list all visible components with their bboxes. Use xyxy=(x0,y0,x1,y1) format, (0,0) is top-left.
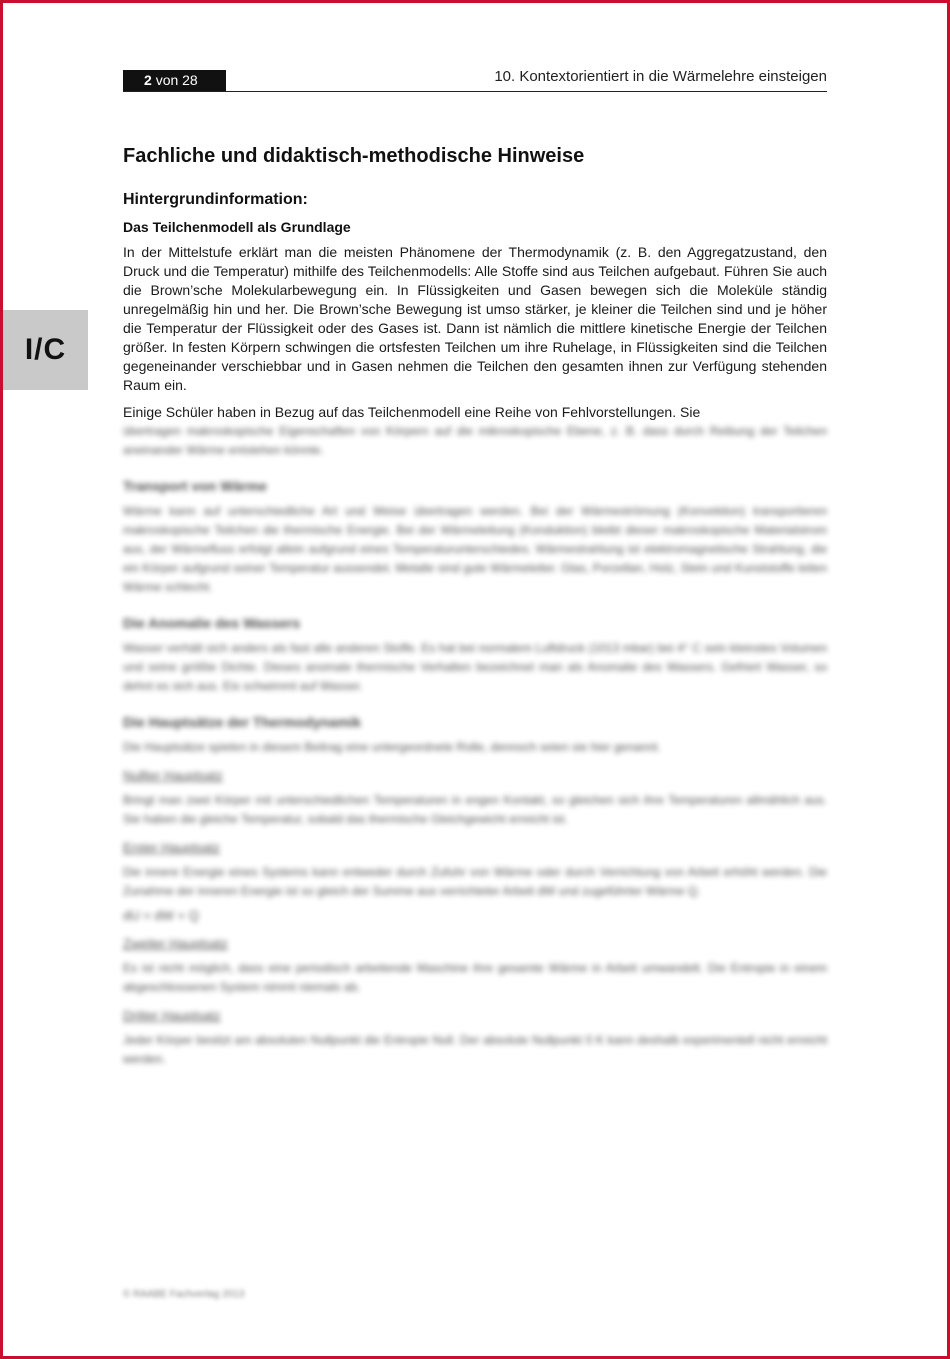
header-title: 10. Kontextorientiert in die Wärmelehre einsteigen xyxy=(494,68,827,85)
body-paragraph-intro: Einige Schüler haben in Bezug auf das Teilchenmodell eine Reihe von Fehlvorstellungen. Sie xyxy=(123,404,701,420)
blurred-content xyxy=(123,422,827,1069)
page-header xyxy=(123,67,827,92)
erster-hauptsatz-heading: Erster Hauptsatz xyxy=(123,840,220,855)
page-number-badge xyxy=(123,70,226,91)
dritter-hauptsatz-paragraph: Jeder Körper besitzt am absoluten Nullpunkt die Entropie Null. Der absolute Nullpunkt 0 K kann deshalb experimentell nicht erreicht werden. xyxy=(123,1033,827,1066)
hauptsaetze-heading: Die Hauptsätze der Thermodynamik xyxy=(123,714,362,730)
blurred-paragraph: übertragen makroskopische Eigenschaften von Körpern auf die mikroskopische Ebene, z. B. dass durch Reibung der Teilchen aneinander Wärme entstehen könnte. xyxy=(123,424,827,457)
transport-paragraph: Wärme kann auf unterschiedliche Art und Weise übertragen werden. Bei der Wärmeströmung (Konvektion) transportieren makroskopische Teilchen die thermische Energie. Bei der Wärmeleitung (Konduktion) bleibt dieser makroskopische Materialstrom aus, der Wärmefluss erfolgt allein aufgrund eines Temperaturunterschiedes. Wärmestrahlung ist elektromagnetische Strahlung, die ein Körper aufgrund seiner Temperatur aussendet. Metalle sind gute Wärmeleiter. Glas, Porzellan, Holz, Stein und Kunststoffe leiten Wärme schlecht. xyxy=(123,504,827,594)
chapter-side-tab: I/C xyxy=(3,310,88,390)
page-title: Fachliche und didaktisch-methodische Hinweise xyxy=(123,145,585,167)
hauptsaetze-paragraph: Die Hauptsätze spielen in diesem Beitrag eine untergeordnete Rolle, dennoch seien sie hier genannt. xyxy=(123,740,661,754)
transport-heading: Transport von Wärme xyxy=(123,478,267,494)
anomalie-paragraph: Wasser verhält sich anders als fast alle anderen Stoffe. Es hat bei normalem Luftdruck (1013 mbar) bei 4° C sein kleinstes Volumen und seine größte Dichte. Dieses anomale thermische Verhalten bezeichnet man als Anomalie des Wassers. Gefriert Wasser, so dehnt es sich aus. Eis schwimmt auf Wasser. xyxy=(123,641,827,693)
nullter-hauptsatz-paragraph: Bringt man zwei Körper mit unterschiedlichen Temperaturen in engen Kontakt, so gleichen sich ihre Temperaturen allmählich aus. Sie haben die gleiche Temperatur, sobald das thermische Gleichgewicht erreicht ist. xyxy=(123,793,827,826)
page-total: von 28 xyxy=(155,72,198,88)
page-number: 2 xyxy=(144,72,152,88)
page-content xyxy=(123,143,827,1075)
dritter-hauptsatz-heading: Dritter Hauptsatz xyxy=(123,1008,221,1023)
anomalie-heading: Die Anomalie des Wassers xyxy=(123,615,301,631)
subsection-heading: Das Teilchenmodell als Grundlage xyxy=(123,219,351,235)
nullter-hauptsatz-heading: Nullter Hauptsatz xyxy=(123,768,223,783)
footer-copyright: © RAABE Fachverlag 2013 xyxy=(123,1289,245,1300)
zweiter-hauptsatz-paragraph: Es ist nicht möglich, dass eine periodisch arbeitende Maschine ihre gesamte Wärme in Arbeit umwandelt. Die Entropie in einem abgeschlossenen System nimmt niemals ab. xyxy=(123,961,827,994)
erster-hauptsatz-paragraph: Die innere Energie eines Systems kann entweder durch Zufuhr von Wärme oder durch Verrichtung von Arbeit erhöht werden. Die Zunahme der inneren Energie ist so gleich der Summe aus verrichteter Arbeit dW und zugeführter Wärme Q. xyxy=(123,865,827,898)
zweiter-hauptsatz-heading: Zweiter Hauptsatz xyxy=(123,936,228,951)
section-heading: Hintergrundinformation: xyxy=(123,191,308,208)
formula: dU = dW + Q xyxy=(123,908,199,923)
body-paragraph: In der Mittelstufe erklärt man die meisten Phänomene der Thermodynamik (z. B. den Aggregatzustand, den Druck und die Temperatur) mithilfe des Teilchenmodells: Alle Stoffe sind aus Teilchen aufgebaut. Führen Sie auch die Brown’sche Molekularbewegung ein. In Flüssigkeiten und Gasen bewegen sich die Moleküle ständig unregelmäßig hin und her. Die Brown’sche Bewegung ist umso stärker, je kleiner die Teilchen sind und je höher die Temperatur der Flüssigkeit oder des Gases ist. Dann ist nämlich die mittlere kinetische Energie der Teilchen größer. In festen Körpern schwingen die ortsfesten Teilchen um ihre Ruhelage, in Flüssigkeiten sind die Teilchen gegeneinander verschiebbar und in Gasen nehmen die Teilchen den gesamten ihnen zur Verfügung stehenden Raum ein. xyxy=(123,244,827,393)
